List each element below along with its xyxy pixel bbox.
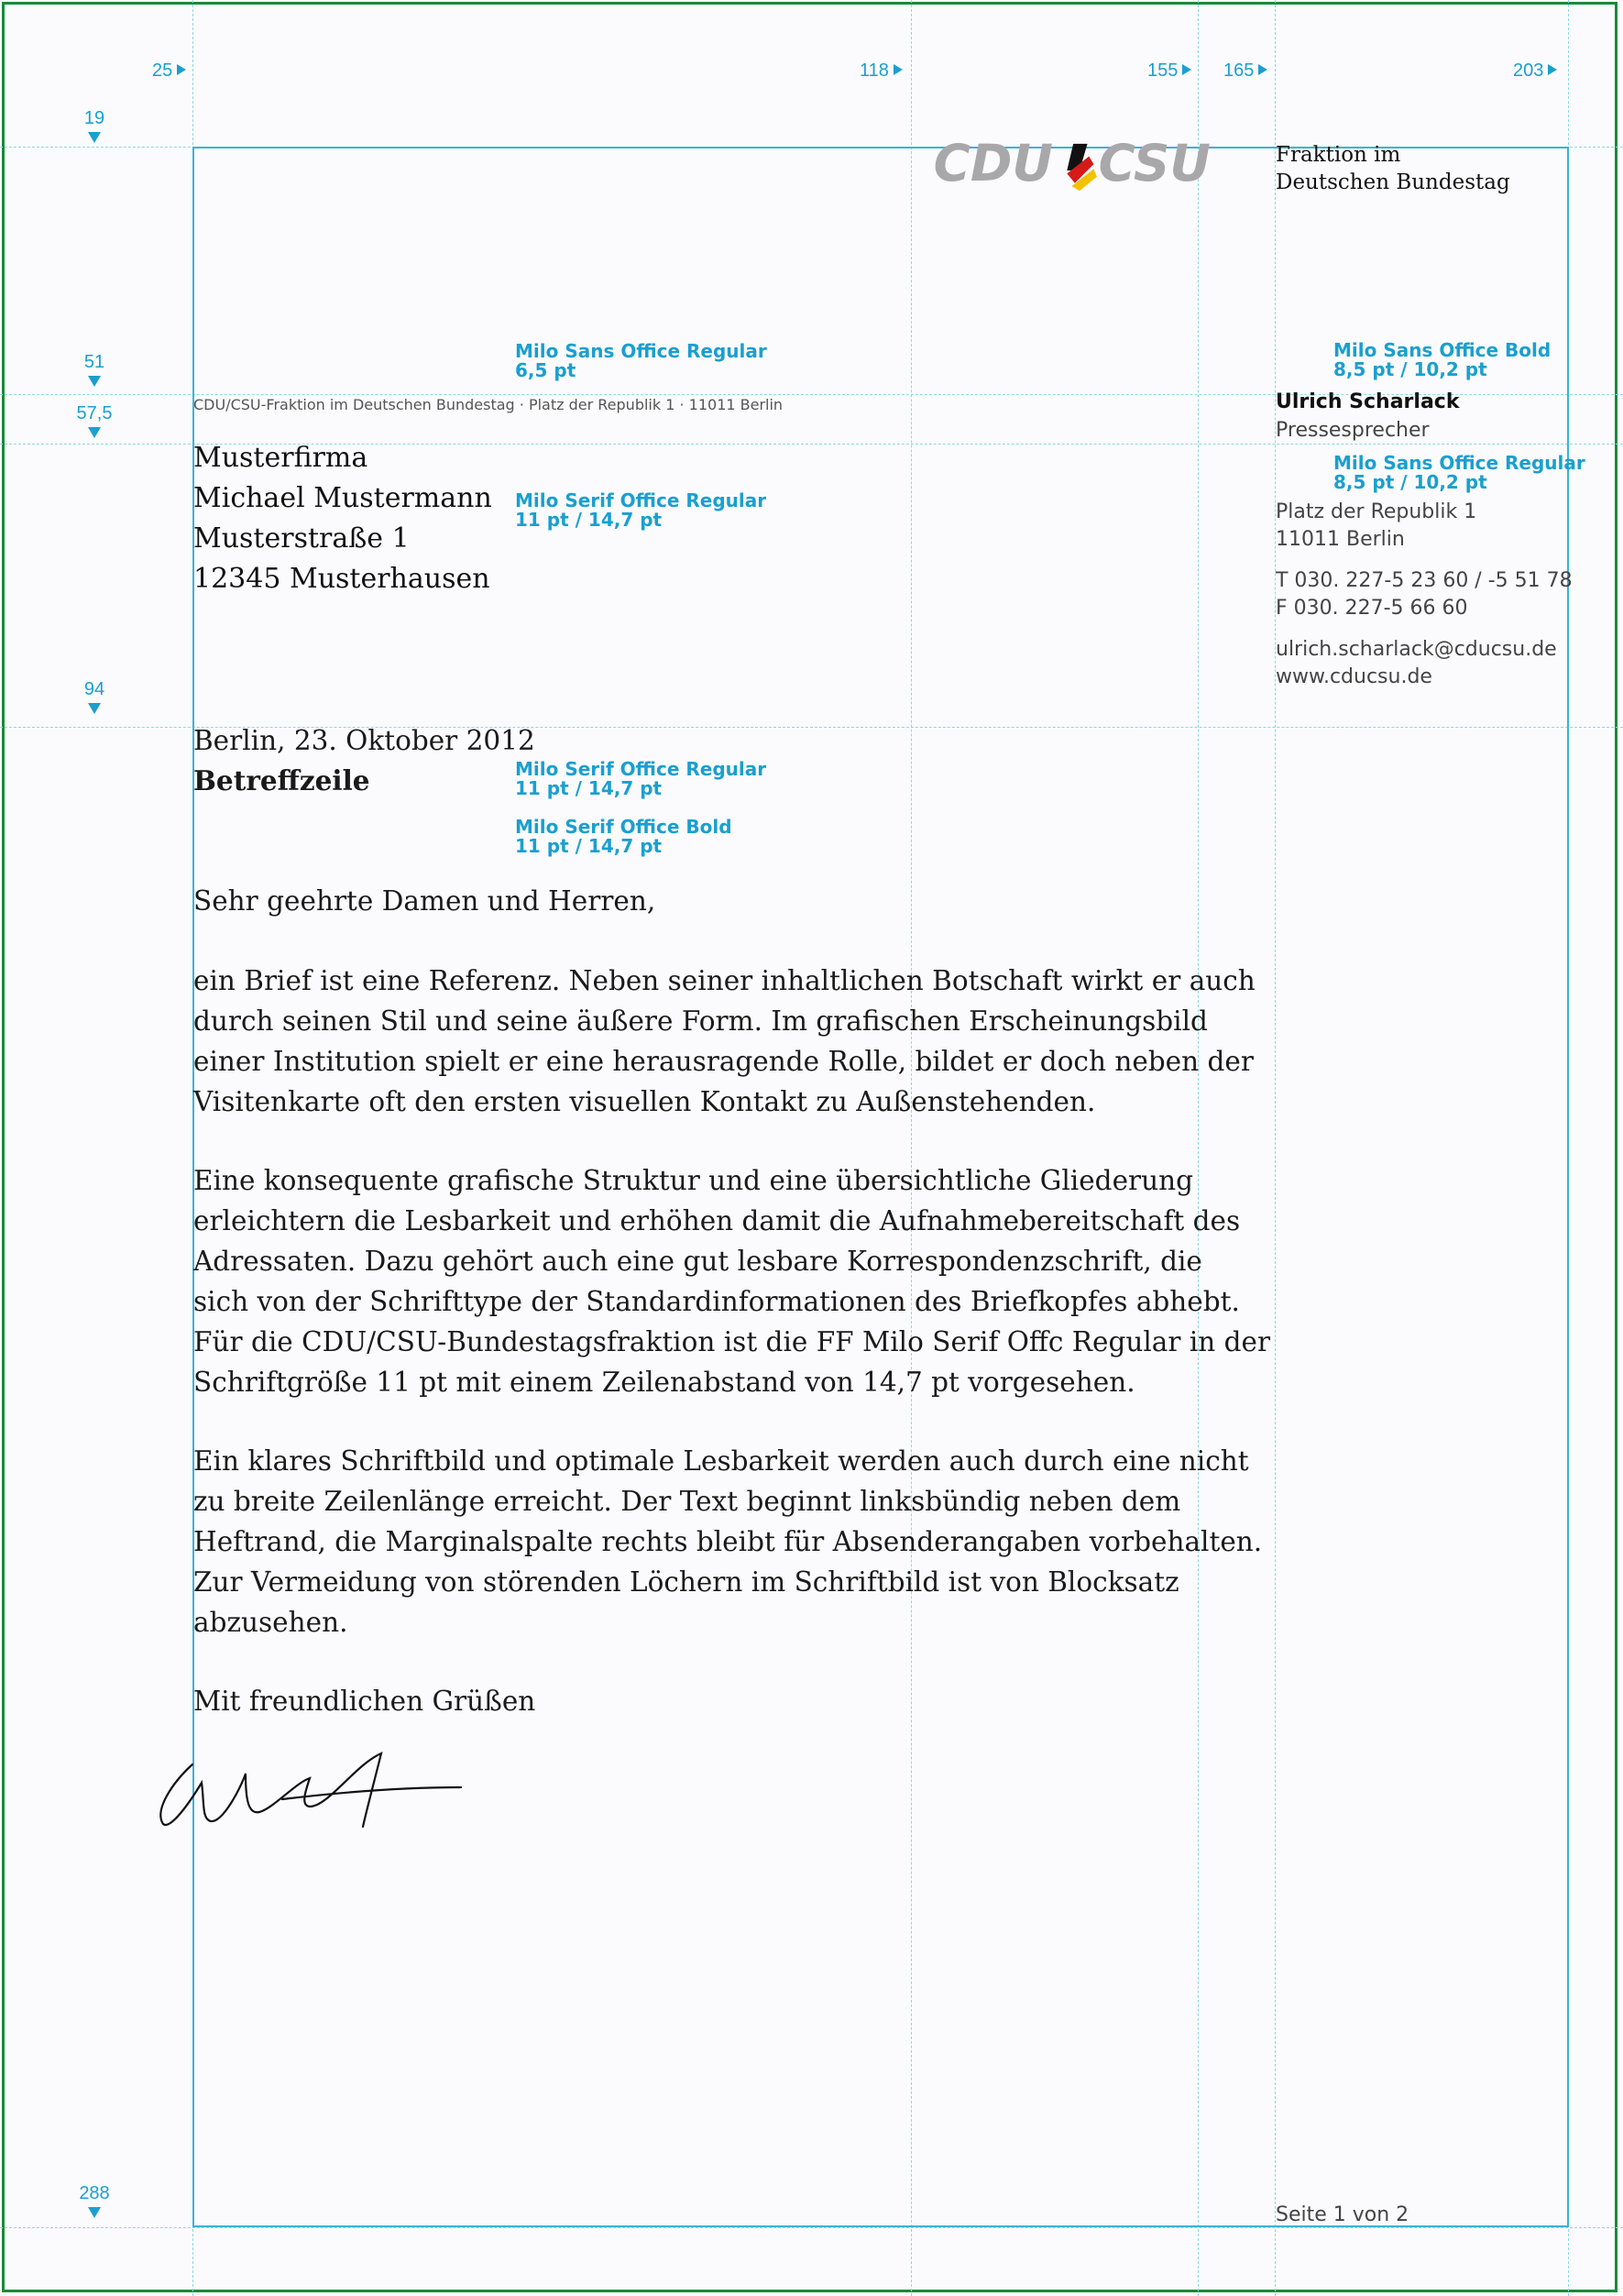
ruler-x-25: 25 (152, 60, 186, 82)
sender-role: Pressesprecher (1276, 419, 1430, 442)
recipient-address (193, 438, 492, 599)
recipient-city: 12345 Musterhausen (193, 563, 490, 595)
paragraph-line: durch seinen Stil und seine äußere Form. Im grafischen Erscheinungsbild (193, 1005, 1208, 1037)
paragraph-line: Schriftgröße 11 pt mit einem Zeilenabstand von 14,7 pt vorgesehen. (193, 1367, 1135, 1398)
signature (154, 1746, 475, 1838)
paragraph-line: zu breite Zeilenlänge erreicht. Der Text beginnt linksbündig neben dem (193, 1486, 1181, 1517)
guide-h-288 (0, 2227, 1623, 2228)
sender-phone: T 030. 227-5 23 60 / -5 51 78 (1276, 569, 1573, 592)
cdu-csu-logo (907, 137, 1274, 192)
ruler-y-94: 94 (58, 679, 131, 714)
ruler-y-288: 288 (58, 2183, 131, 2218)
letter-closing: Mit freundlichen Grüßen (193, 1686, 536, 1717)
ruler-x-203: 203 (1513, 60, 1557, 82)
paragraph-line: Zur Vermeidung von störenden Löchern im Schriftbild ist von Blocksatz (193, 1566, 1179, 1598)
ruler-y-57: 57,5 (58, 403, 131, 438)
sender-web: www.cducsu.de (1276, 665, 1432, 688)
fraktion-line-1: Fraktion im (1276, 143, 1401, 167)
sender-city: 11011 Berlin (1276, 528, 1405, 551)
sender-email: ulrich.scharlack@cducsu.de (1276, 638, 1557, 661)
page-number: Seite 1 von 2 (1276, 2203, 1409, 2226)
spec-address: Milo Serif Office Regular 11 pt / 14,7 pt (515, 489, 767, 531)
spec-sender-line: Milo Sans Office Regular 6,5 pt (515, 340, 767, 381)
fraktion-line-2: Deutschen Bundestag (1276, 170, 1510, 194)
letter-subject: Betreffzeile (193, 764, 370, 796)
sender-return-line: CDU/CSU-Fraktion im Deutschen Bundestag · Platz der Republik 1 · 11011 Berlin (193, 396, 784, 413)
sender-fax: F 030. 227-5 66 60 (1276, 597, 1468, 620)
sender-street: Platz der Republik 1 (1276, 500, 1477, 523)
ruler-x-165: 165 (1223, 60, 1267, 82)
spec-name: Milo Sans Office Bold 8,5 pt / 10,2 pt (1333, 339, 1552, 380)
letter-salutation: Sehr geehrte Damen und Herren, (193, 885, 656, 917)
paragraph-2 (193, 1160, 1270, 1402)
paragraph-line: sich von der Schrifttype der Standardinformationen des Briefkopfes abhebt. (193, 1286, 1240, 1317)
spec-subject: Milo Serif Office Bold 11 pt / 14,7 pt (515, 816, 732, 857)
ruler-x-118: 118 (860, 60, 903, 82)
ruler-x-155: 155 (1147, 60, 1191, 82)
paragraph-line: Ein klares Schriftbild und optimale Lesbarkeit werden auch durch eine nicht (193, 1445, 1249, 1477)
paragraph-line: Visitenkarte oft den ersten visuellen Kontakt zu Außenstehenden. (193, 1086, 1096, 1117)
letter-date: Berlin, 23. Oktober 2012 (193, 725, 535, 756)
paragraph-line: erleichtern die Lesbarkeit und erhöhen damit die Aufnahmebereitschaft des (193, 1205, 1241, 1236)
logo-cdu-text: CDU (933, 137, 1053, 192)
paragraph-1 (193, 961, 1256, 1122)
paragraph-line: ein Brief ist eine Referenz. Neben seiner inhaltlichen Botschaft wirkt er auch (193, 965, 1256, 996)
sender-name: Ulrich Scharlack (1276, 390, 1460, 413)
paragraph-line: Heftrand, die Marginalspalte rechts bleibt für Absenderangaben vorbehalten. (193, 1526, 1263, 1557)
fraktion-label (1276, 141, 1510, 196)
recipient-company: Musterfirma (193, 442, 368, 474)
paragraph-line: Adressaten. Dazu gehört auch eine gut lesbare Korrespondenzschrift, die (193, 1246, 1202, 1277)
paragraph-line: abzusehen. (193, 1607, 348, 1638)
spec-date: Milo Serif Office Regular 11 pt / 14,7 pt (515, 758, 767, 799)
paragraph-line: einer Institution spielt er eine herausragende Rolle, bildet er doch neben der (193, 1046, 1254, 1077)
ruler-y-19: 19 (58, 108, 131, 143)
spec-contact: Milo Sans Office Regular 8,5 pt / 10,2 pt (1333, 452, 1585, 493)
paragraph-line: Eine konsequente grafische Struktur und eine übersichtliche Gliederung (193, 1165, 1194, 1196)
paragraph-line: Für die CDU/CSU-Bundestagsfraktion ist die FF Milo Serif Offc Regular in der (193, 1326, 1271, 1357)
paragraph-3 (193, 1441, 1262, 1642)
recipient-street: Musterstraße 1 (193, 522, 410, 555)
ruler-y-51: 51 (58, 352, 131, 387)
logo-csu-text: CSU (1098, 137, 1211, 192)
recipient-name: Michael Mustermann (193, 482, 492, 514)
